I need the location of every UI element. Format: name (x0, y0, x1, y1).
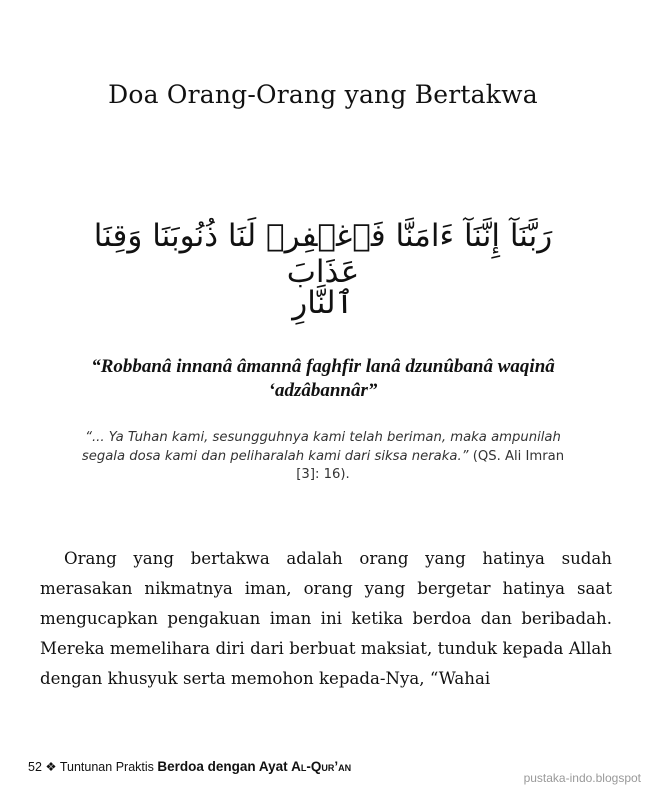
verse-reference: (QS. Ali Imran [3]: 16). (296, 448, 565, 482)
diamond-separator-icon: ❖ (45, 760, 57, 774)
arabic-verse-line-1: رَبَّنَآ إِنَّنَآ ءَامَنَّا فَٱغۡفِرۡ لَنَا ذُنُوبَنَا وَقِنَا عَذَابَ (93, 218, 553, 290)
translation-quote: “... Ya Tuhan kami, sesungguhnya kami telah beriman, maka ampunilah segala dosa kami dan peliharalah kami dari siksa neraka.” (81, 430, 561, 464)
watermark: pustaka-indo.blogspot (523, 771, 641, 785)
page-number: 52 (28, 760, 42, 774)
book-title: Berdoa dengan Ayat (157, 759, 288, 774)
body-paragraph: Orang yang bertakwa adalah orang yang hatinya sudah merasakan nikmatnya iman, orang yang bergetar hatinya saat mengucapkan pengakuan iman ini ketika berdoa dan beribadah. Mereka memelihara diri dari berbuat maksiat, tunduk kepada Allah dengan khusyuk serta memohon kepada-Nya, “Wahai (40, 549, 612, 688)
translation (70, 429, 576, 485)
series-name: Tuntunan Praktis (59, 760, 154, 774)
book-title-smallcaps: Al-Qur’an (291, 759, 352, 774)
page-title: Doa Orang-Orang yang Bertakwa (108, 80, 538, 109)
transliteration: “Robbanâ innanâ âmannâ faghfir lanâ dzunûbanâ waqinâ ‘adzâbannâr” (91, 356, 555, 401)
page-footer (28, 759, 351, 774)
arabic-verse-line-2: ٱلنَّارِ (292, 285, 354, 321)
